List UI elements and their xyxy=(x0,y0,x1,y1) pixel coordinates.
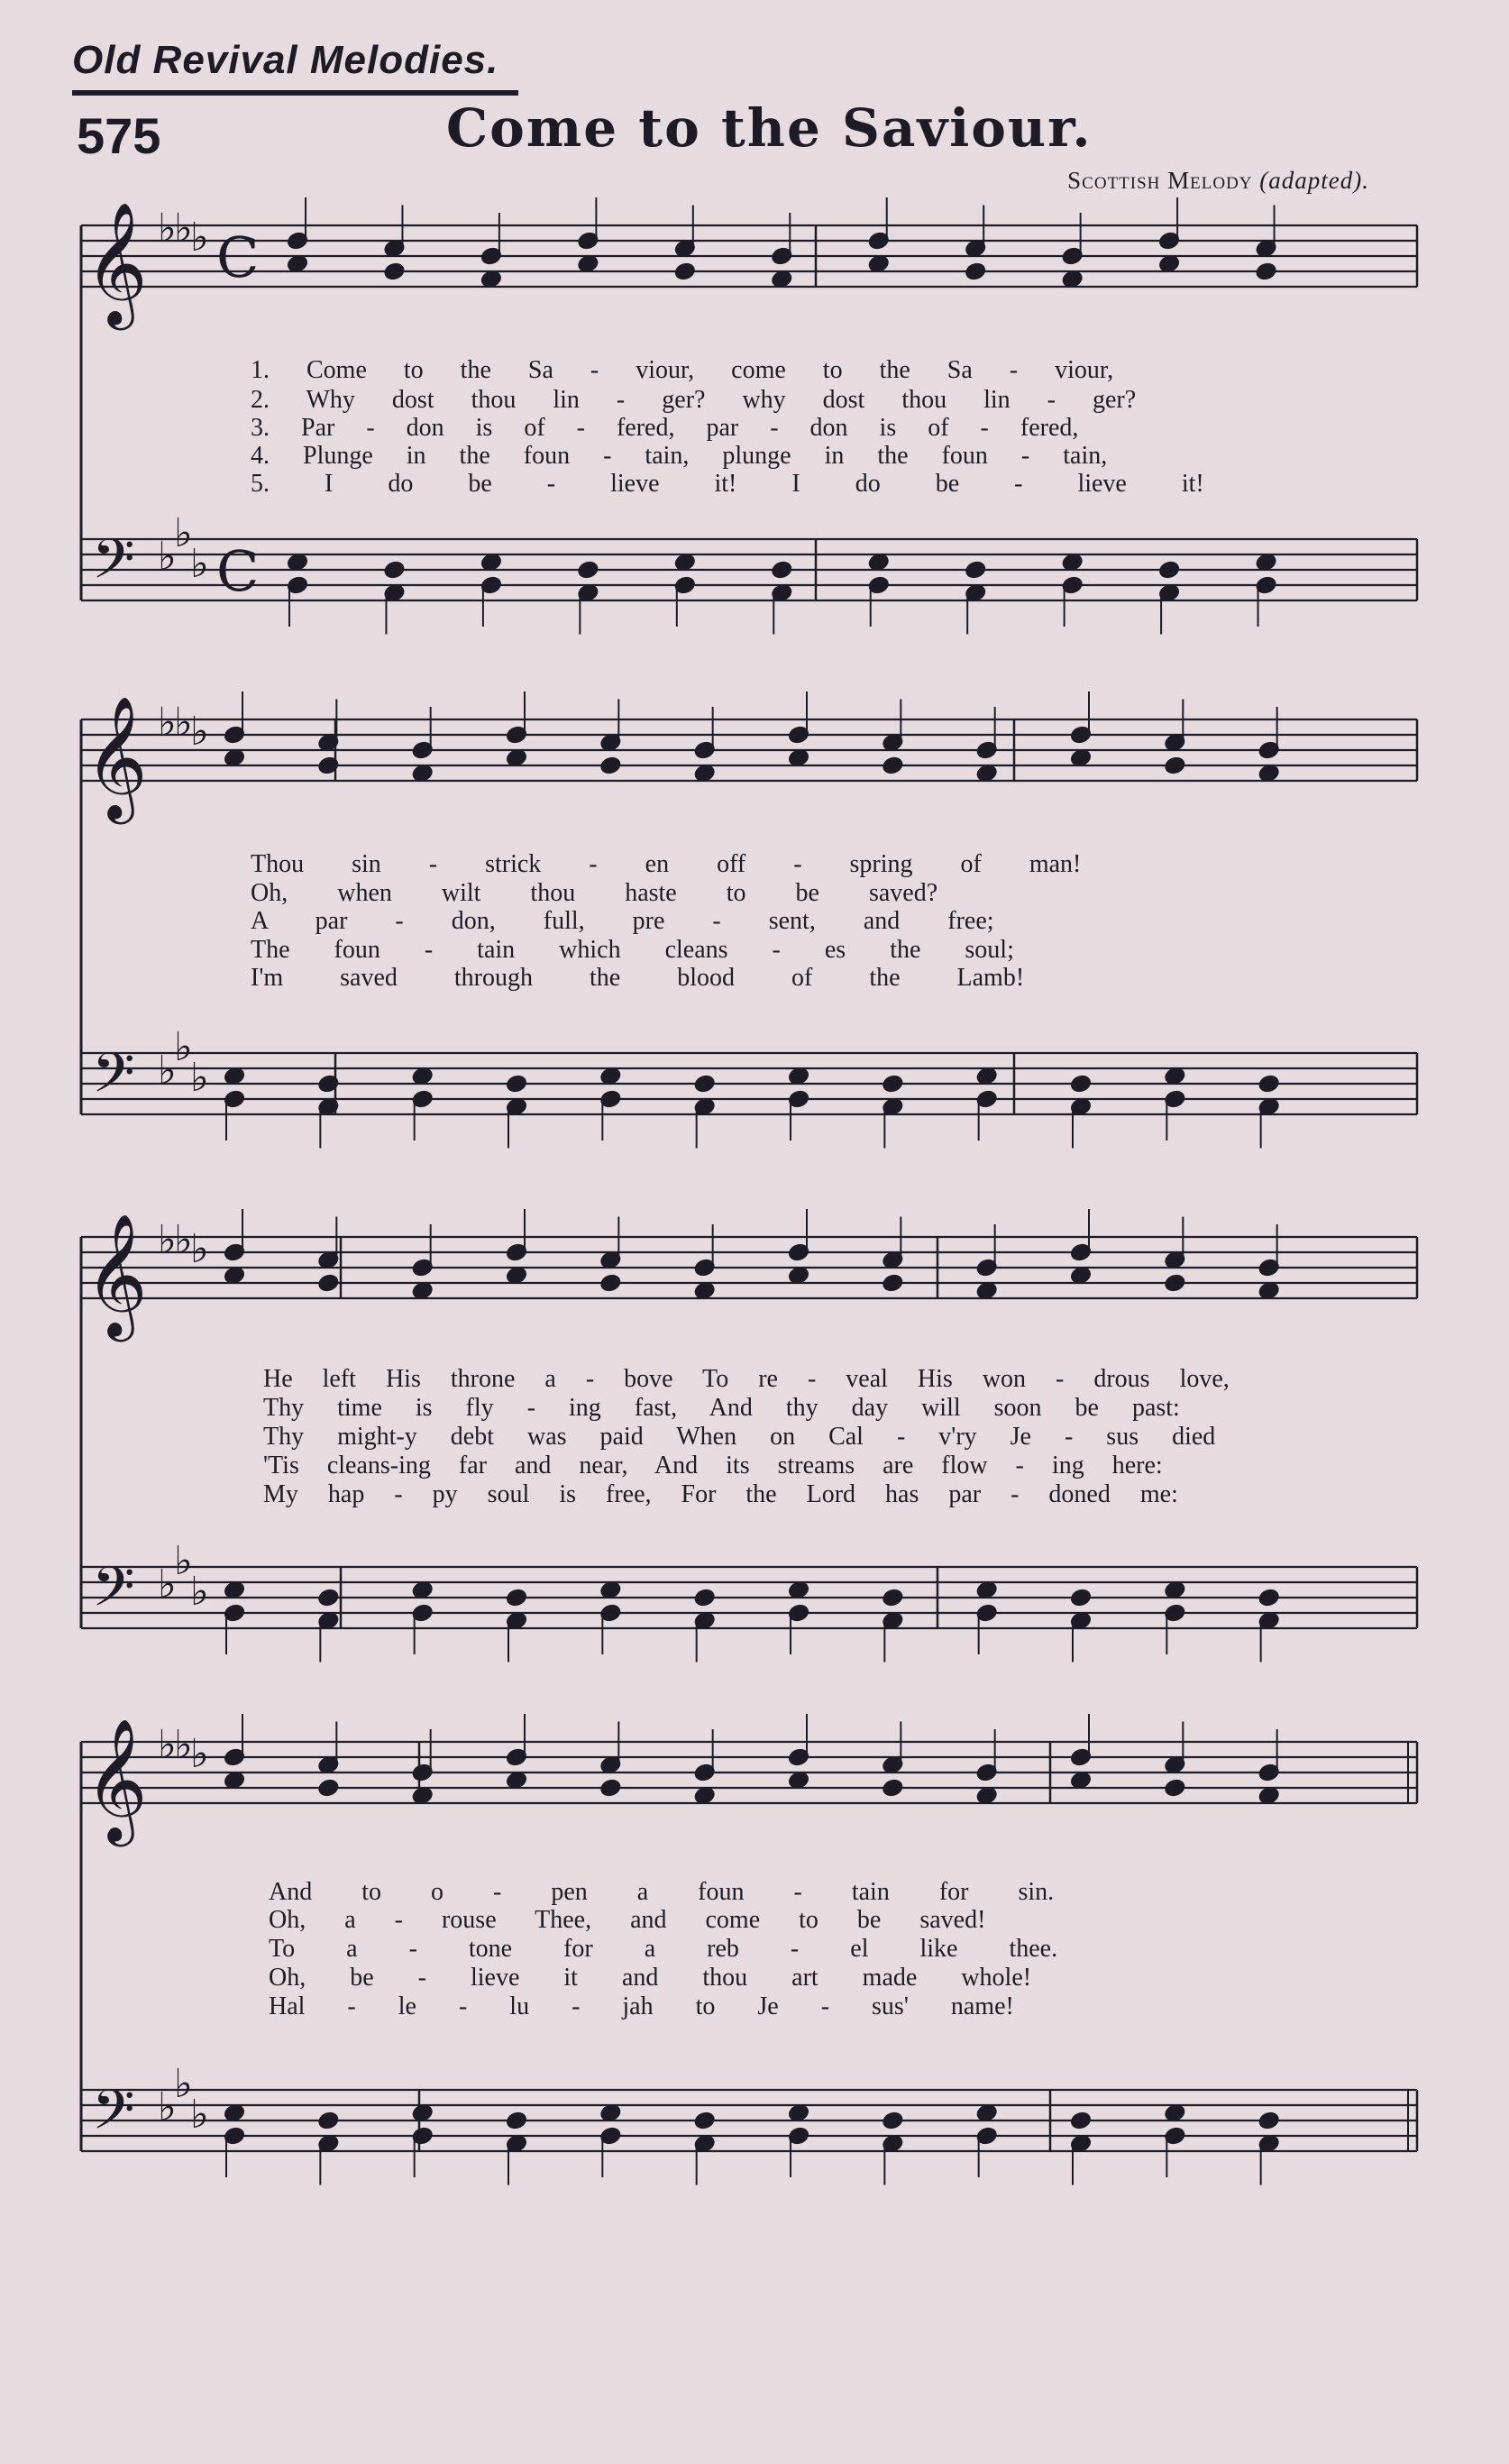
attribution-note: (adapted). xyxy=(1259,167,1369,194)
bass-note xyxy=(976,1067,998,1085)
flat-sign: ♭ xyxy=(174,510,193,556)
flat-sign: ♭ xyxy=(174,206,193,252)
lyric-line: My hap - py soul is free, For the Lord has par - doned me: xyxy=(263,1480,1178,1508)
bass-note xyxy=(694,1589,716,1608)
treble-note xyxy=(599,1274,621,1293)
lyric-line: Oh, when wilt thou haste to be saved? xyxy=(251,879,938,907)
lyric-line: The foun - tain which cleans - es the soul; xyxy=(251,936,1014,964)
treble-note xyxy=(224,1266,245,1285)
bass-note xyxy=(1164,1580,1185,1599)
hymn-title: Come to the Saviour. xyxy=(446,97,1093,159)
treble-note xyxy=(882,1274,903,1293)
bass-note xyxy=(506,2111,527,2130)
treble-note xyxy=(599,1779,621,1798)
treble-note xyxy=(577,254,599,273)
treble-note xyxy=(224,748,245,767)
treble-note xyxy=(506,1771,527,1790)
flat-sign: ♭ xyxy=(190,1055,209,1101)
treble-note xyxy=(1258,1281,1280,1300)
flat-sign: ♭ xyxy=(174,700,193,746)
lyric-line: Thou sin - strick - en off - spring of man! xyxy=(251,850,1082,878)
bass-note xyxy=(976,1580,998,1599)
bass-note xyxy=(965,561,986,580)
flat-sign: ♭ xyxy=(158,700,177,746)
hymn-number: 575 xyxy=(77,107,161,164)
bass-clef: 𝄢 xyxy=(92,527,135,605)
bass-note xyxy=(506,1589,527,1608)
bass-note xyxy=(1258,1589,1280,1608)
bass-note xyxy=(694,2111,716,2130)
treble-note xyxy=(976,1281,998,1300)
treble-note xyxy=(771,270,792,289)
bass-note xyxy=(317,2111,339,2130)
bass-note xyxy=(224,1580,245,1599)
treble-note xyxy=(1164,1779,1185,1798)
treble-note xyxy=(224,1771,245,1790)
bass-note xyxy=(224,2103,245,2122)
lyric-line: Thy time is fly - ing fast, And thy day will soon be past: xyxy=(263,1394,1180,1422)
flat-sign: ♭ xyxy=(174,1217,193,1263)
lyric-line: Thy might-y debt was paid When on Cal - v'ry Je - sus died xyxy=(263,1423,1216,1451)
bass-note xyxy=(1062,553,1084,572)
treble-clef: 𝄞 xyxy=(85,1717,148,1841)
flat-sign: ♭ xyxy=(174,1024,193,1070)
bass-note xyxy=(1256,553,1277,572)
bass-note xyxy=(317,1589,339,1608)
lyric-line: I'm saved through the blood of the Lamb! xyxy=(251,964,1025,992)
flat-sign: ♭ xyxy=(174,1538,193,1584)
lyric-line: 1. Come to the Sa - viour, come to the Sa - viour, xyxy=(251,356,1114,384)
bass-note xyxy=(412,2103,434,2122)
lyric-line: 5. I do be - lieve it! I do be - lieve it! xyxy=(251,470,1204,498)
bass-note xyxy=(1158,561,1180,580)
lyric-line: 'Tis cleans-ing far and near, And its streams are flow - ing here: xyxy=(263,1452,1163,1479)
bass-note xyxy=(412,1580,434,1599)
flat-sign: ♭ xyxy=(158,206,177,252)
treble-note xyxy=(1070,1771,1092,1790)
lyric-line: Oh, be - lieve it and thou art made whole! xyxy=(269,1964,1032,1992)
treble-clef: 𝄞 xyxy=(85,694,148,819)
bass-note xyxy=(1070,1589,1092,1608)
bass-note xyxy=(506,1075,527,1094)
bass-note xyxy=(599,1067,621,1085)
bass-note xyxy=(480,553,502,572)
bass-note xyxy=(788,1067,809,1085)
lyric-line: 3. Par - don is of - fered, par - don is of - fered, xyxy=(251,414,1079,442)
treble-note xyxy=(694,764,716,783)
lyric-line: 4. Plunge in the foun - tain, plunge in the foun - tain, xyxy=(251,442,1108,470)
treble-note xyxy=(599,756,621,775)
bass-note xyxy=(224,1067,245,1085)
flat-sign: ♭ xyxy=(174,1722,193,1768)
lyric-line: He left His throne a - bove To re - veal His won - drous love, xyxy=(263,1365,1230,1393)
treble-note xyxy=(674,262,696,281)
attribution-composer: Scottish Melody xyxy=(1067,167,1253,194)
bass-clef: 𝄢 xyxy=(92,1041,135,1119)
treble-note xyxy=(694,1786,716,1805)
bass-note xyxy=(599,2103,621,2122)
treble-note xyxy=(412,1281,434,1300)
treble-note xyxy=(1062,270,1084,289)
flat-sign: ♭ xyxy=(190,1731,209,1777)
bass-note xyxy=(694,1075,716,1094)
bass-note xyxy=(577,561,599,580)
bass-note xyxy=(868,553,890,572)
bass-note xyxy=(1164,2103,1185,2122)
flat-sign: ♭ xyxy=(174,2061,193,2107)
flat-sign: ♭ xyxy=(158,1048,177,1094)
lyric-line: 2. Why dost thou lin - ger? why dost thou lin - ger? xyxy=(251,386,1137,414)
lyric-line: Oh, a - rouse Thee, and come to be saved! xyxy=(269,1906,986,1934)
treble-note xyxy=(506,748,527,767)
treble-note xyxy=(882,1779,903,1798)
lyric-line: A par - don, full, pre - sent, and free; xyxy=(251,907,994,935)
treble-note xyxy=(882,756,903,775)
flat-sign: ♭ xyxy=(190,1569,209,1615)
bass-note xyxy=(383,561,405,580)
treble-note xyxy=(788,748,809,767)
treble-note xyxy=(1070,1266,1092,1285)
treble-note xyxy=(412,764,434,783)
bass-note xyxy=(882,2111,903,2130)
treble-note xyxy=(976,1786,998,1805)
flat-sign: ♭ xyxy=(158,1217,177,1263)
treble-note xyxy=(976,764,998,783)
lyric-line: And to o - pen a foun - tain for sin. xyxy=(269,1878,1055,1906)
flat-sign: ♭ xyxy=(190,1226,209,1272)
bass-note xyxy=(788,1580,809,1599)
bass-clef: 𝄢 xyxy=(92,2078,135,2156)
treble-note xyxy=(868,254,890,273)
treble-note xyxy=(1158,254,1180,273)
flat-sign: ♭ xyxy=(190,2092,209,2138)
bass-note xyxy=(1164,1067,1185,1085)
bass-note xyxy=(1070,2111,1092,2130)
bass-note xyxy=(674,553,696,572)
flat-sign: ♭ xyxy=(158,534,177,580)
lyric-line: To a - tone for a reb - el like thee. xyxy=(269,1935,1058,1963)
bass-note xyxy=(882,1075,903,1094)
treble-clef: 𝄞 xyxy=(85,200,148,325)
flat-sign: ♭ xyxy=(190,709,209,755)
time-signature: C xyxy=(216,538,260,604)
treble-note xyxy=(317,1779,339,1798)
flat-sign: ♭ xyxy=(158,1722,177,1768)
bass-note xyxy=(1258,1075,1280,1094)
treble-note xyxy=(1256,262,1277,281)
treble-note xyxy=(383,262,405,281)
treble-note xyxy=(506,1266,527,1285)
bass-clef: 𝄢 xyxy=(92,1555,135,1633)
bass-note xyxy=(599,1580,621,1599)
bass-note xyxy=(1258,2111,1280,2130)
flat-sign: ♭ xyxy=(190,541,209,587)
treble-note xyxy=(1164,756,1185,775)
flat-sign: ♭ xyxy=(190,215,209,261)
flat-sign: ♭ xyxy=(158,2084,177,2130)
treble-note xyxy=(480,270,502,289)
bass-note xyxy=(976,2103,998,2122)
treble-note xyxy=(965,262,986,281)
treble-note xyxy=(287,254,308,273)
lyric-line: Hal - le - lu - jah to Je - sus' name! xyxy=(269,1992,1014,2020)
book-title-header: Old Revival Melodies. xyxy=(72,38,499,82)
treble-note xyxy=(788,1266,809,1285)
bass-note xyxy=(1070,1075,1092,1094)
treble-clef: 𝄞 xyxy=(85,1212,148,1336)
treble-note xyxy=(412,1786,434,1805)
treble-note xyxy=(1258,764,1280,783)
flat-sign: ♭ xyxy=(158,1562,177,1608)
treble-note xyxy=(317,1274,339,1293)
treble-note xyxy=(788,1771,809,1790)
bass-note xyxy=(788,2103,809,2122)
bass-note xyxy=(771,561,792,580)
treble-note xyxy=(1258,1786,1280,1805)
bass-note xyxy=(882,1589,903,1608)
treble-note xyxy=(1164,1274,1185,1293)
treble-note xyxy=(694,1281,716,1300)
treble-note xyxy=(1070,748,1092,767)
bass-note xyxy=(412,1067,434,1085)
bass-note xyxy=(287,553,308,572)
time-signature: C xyxy=(216,224,260,290)
